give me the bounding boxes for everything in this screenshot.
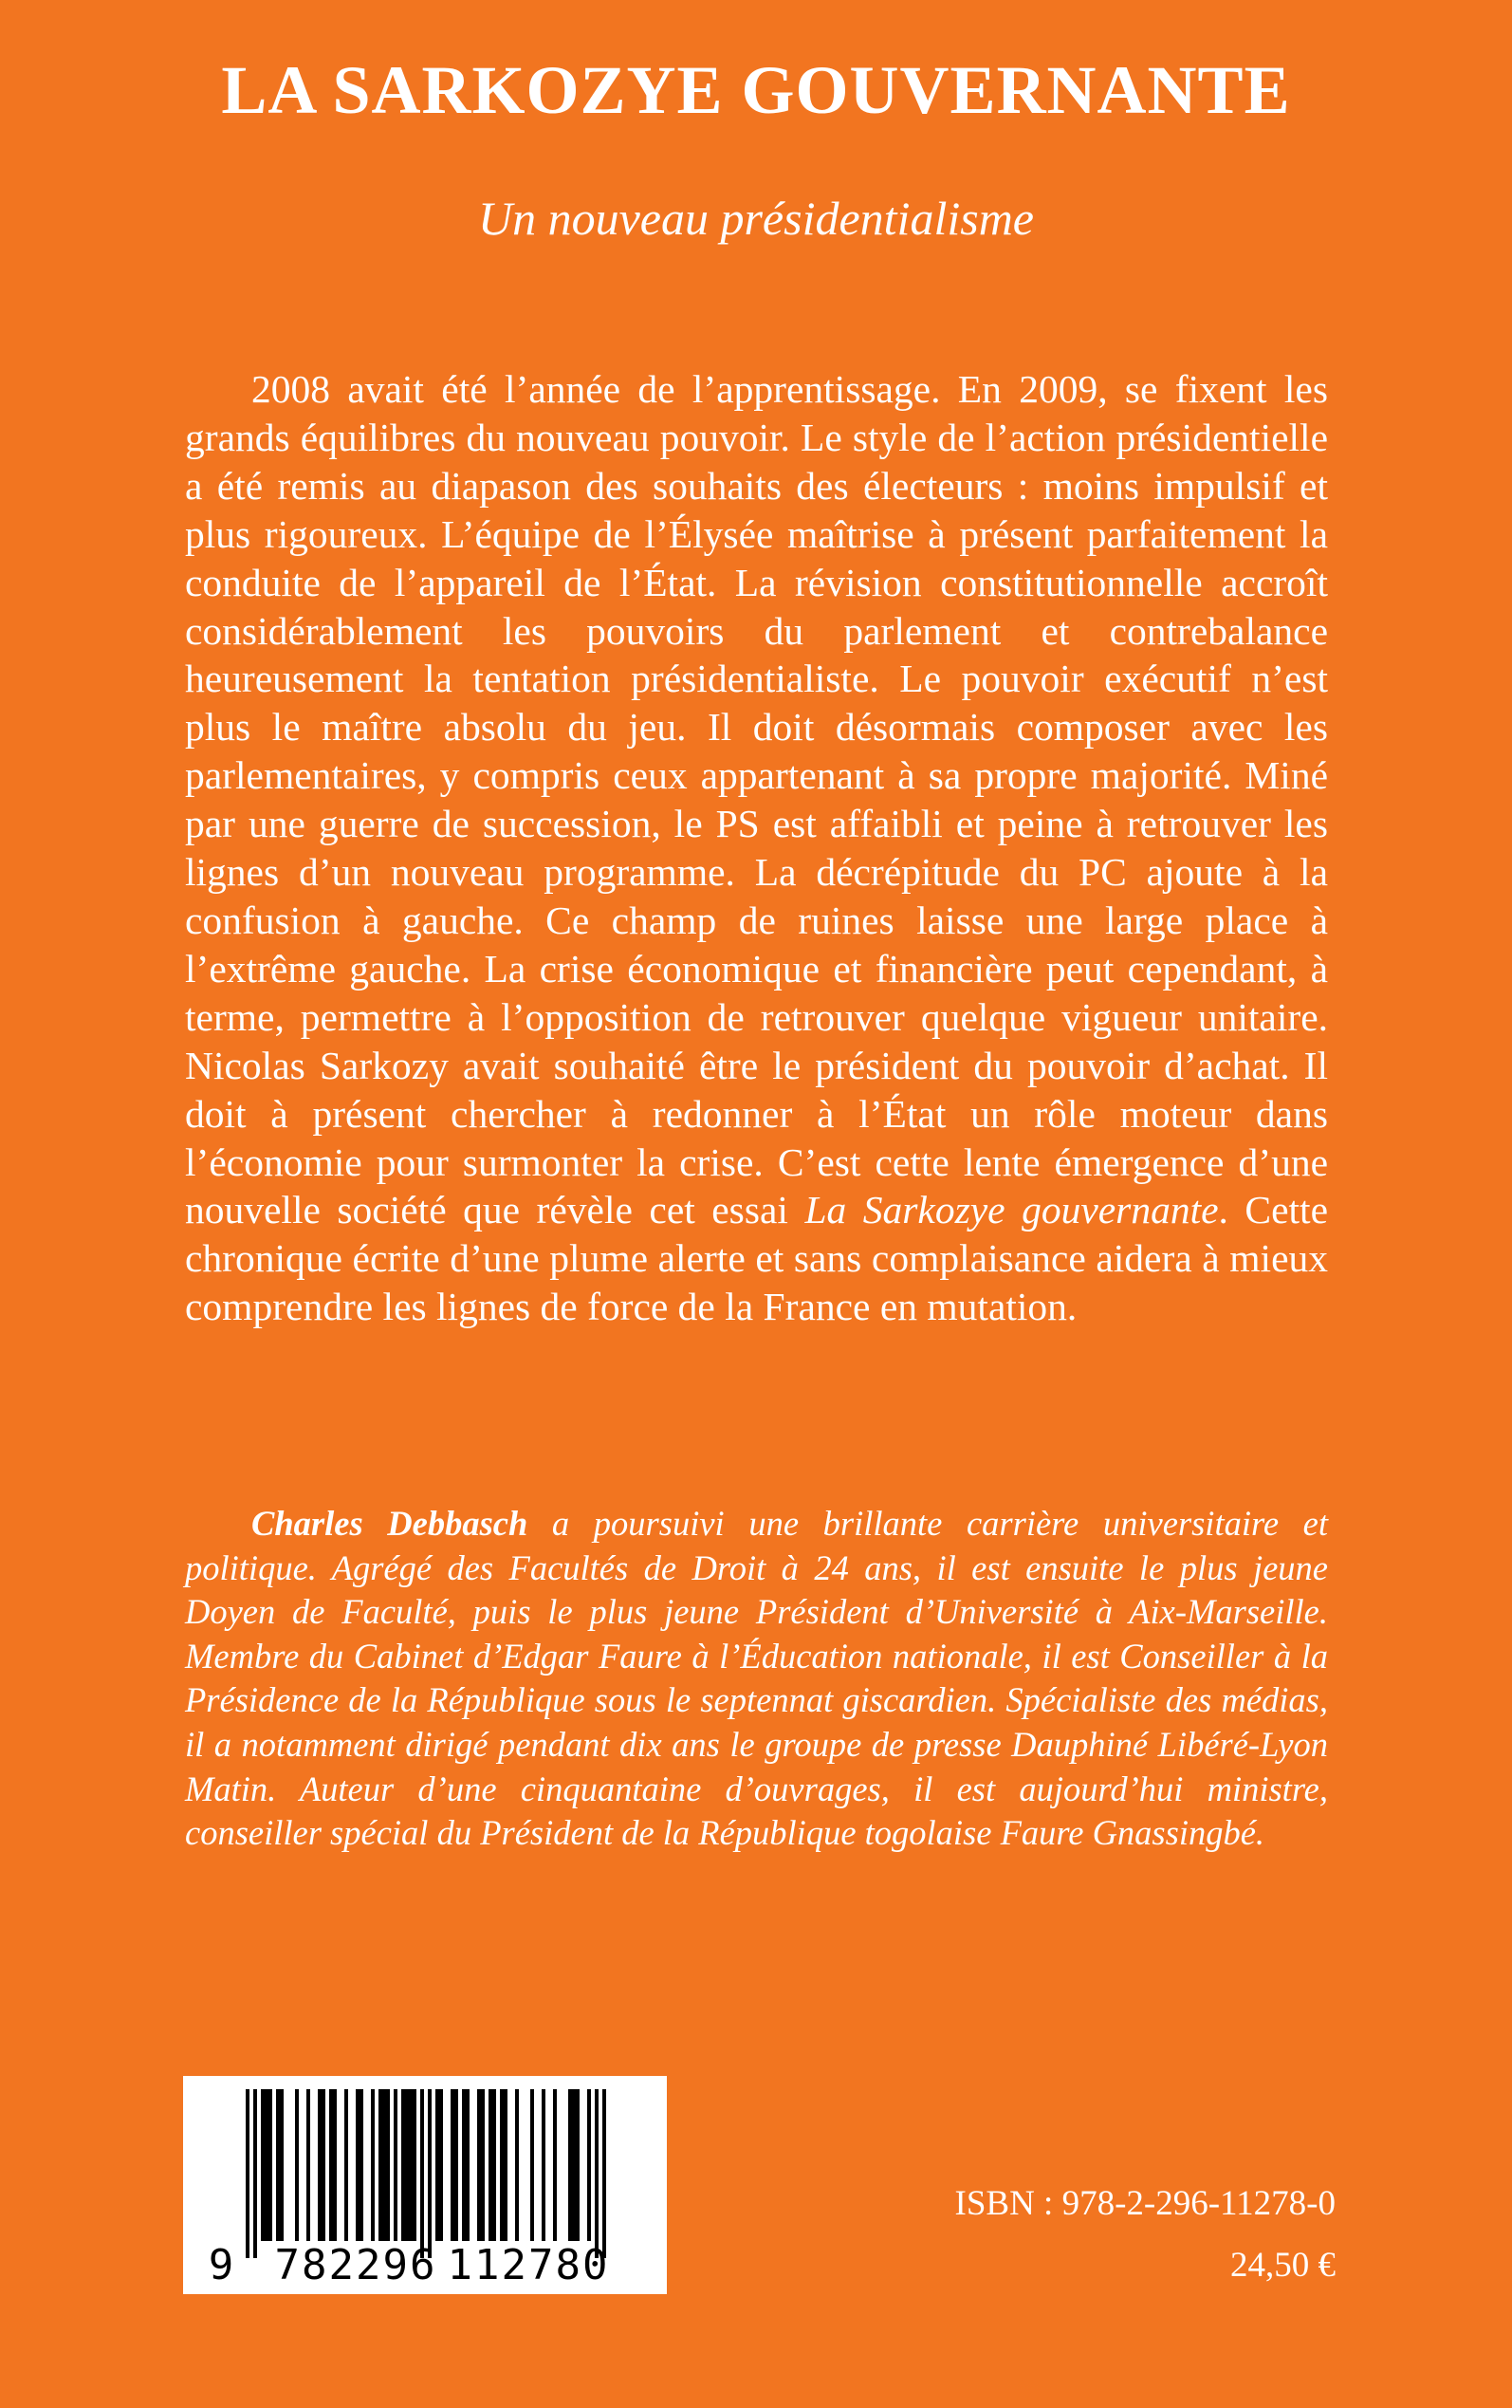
barcode-bar [553,2089,557,2241]
barcode-bar [344,2089,348,2241]
barcode-bar [439,2089,443,2241]
barcode-bar [261,2089,265,2241]
barcode-bar [322,2089,325,2241]
barcode-bar [454,2089,458,2241]
barcode-bar [394,2089,397,2241]
barcode-guard-bar [246,2089,249,2258]
barcode-bar [451,2089,454,2241]
author-bio-text: a poursuivi une brillante carrière universitaire et politique. Agrégé des Facultés de Droit à 24 ans, il est ensuite le plus jeune Doyen de Faculté, puis le plus jeune Président d’Université à Aix-Marseille. Membre du Cabinet d’Edgar Faure à l’Éducation nationale, il est Conseiller à la Présidence de la République sous le septennat giscardien. Spécialiste des médias, il a notamment dirigé pendant dix ans le groupe de presse Dauphiné Libéré-Lyon Matin. Auteur d’une cinquantaine d’ouvrages, il est aujourd’hui ministre, conseiller spécial du Président de la République togolaise Faure Gnassingbé. [185,1504,1328,1853]
barcode-bar [576,2089,580,2241]
barcode-bar [356,2089,360,2241]
barcode-right-digits: 112780 [447,2241,610,2289]
barcode-bar [280,2089,284,2241]
barcode-bar [477,2089,481,2241]
isbn: ISBN : 978-2-296-11278-0 [954,2184,1336,2223]
book-title: LA SARKOZYE GOUVERNANTE [221,52,1291,128]
barcode-bar [276,2089,280,2241]
barcode-bar [401,2089,405,2241]
barcode-bar [405,2089,409,2241]
barcode-bar [466,2089,470,2241]
price: 24,50 € [1230,2246,1336,2285]
barcode-bar [386,2089,390,2241]
barcode-guard-bar [595,2089,599,2258]
author-bio [185,1502,1328,1856]
author-name: Charles Debbasch [251,1504,528,1543]
barcode-bar [500,2089,504,2241]
barcode-bar [382,2089,386,2241]
barcode-lead-digit: 9 [208,2241,234,2289]
barcode-bar [295,2089,299,2241]
barcode-bar [462,2089,466,2241]
barcode-bar [409,2089,413,2241]
barcode-bar [413,2089,416,2241]
barcode-bar [481,2089,485,2241]
barcode-bar [504,2089,507,2241]
barcode-bar [306,2089,310,2241]
barcode-bar [318,2089,322,2241]
barcode-guard-bar [420,2089,424,2258]
barcode-bar [572,2089,576,2241]
book-summary [185,365,1328,1331]
barcode-bar [371,2089,375,2241]
barcode-graphic [183,2076,667,2294]
barcode-bars [246,2089,606,2258]
barcode-left-digits: 782296 [274,2241,437,2289]
barcode-bar [568,2089,572,2241]
barcode-bar [492,2089,496,2241]
summary-book-title: La Sarkozye gouvernante [804,1188,1219,1232]
barcode-bar [360,2089,363,2241]
book-subtitle: Un nouveau présidentialisme [477,192,1034,245]
barcode-bar [542,2089,545,2241]
barcode-guard-bar [253,2089,257,2258]
summary-text-before-title: 2008 avait été l’année de l’apprentissage. En 2009, se fixent les grands équilibres du nouveau pouvoir. Le style de l’action présidentielle a été remis au diapason des souhaits des électeurs : moins impulsif et plus rigoureux. L’équipe de l’Élysée maîtrise à présent parfaitement la conduite de l’appareil de l’État. La révision constitutionnelle accroît considérablement les pouvoirs du parlement et contrebalance heureusement la tentation présidentialiste. Le pouvoir exécutif n’est plus le maître absolu du jeu. Il doit désormais composer avec les parlementaires, y compris ceux appartenant à sa propre majorité. Miné par une guerre de succession, le PS est affaibli et peine à retrouver les lignes d’un nouveau programme. La décrépitude du PC ajoute à la confusion à gauche. Ce champ de ruines laisse une large place à l’extrême gauche. La crise économique et financière peut cependant, à terme, permettre à l’opposition de retrouver quelque vigueur unitaire. Nicolas Sarkozy avait souhaité être le président du pouvoir d’achat. Il doit à présent chercher à redonner à l’État un rôle moteur dans l’économie pour surmonter la crise. C’est cette lente émergence d’une nouvelle société que révèle cet essai [185,367,1328,1232]
barcode-bar [268,2089,272,2241]
barcode-bar [587,2089,591,2241]
barcode-bar [333,2089,337,2241]
barcode-bar [329,2089,333,2241]
barcode-bar [530,2089,534,2241]
barcode-guard-bar [602,2089,606,2258]
barcode-bar [435,2089,439,2241]
barcode-bar [265,2089,268,2241]
barcode-bar [515,2089,519,2241]
barcode-guard-bar [428,2089,432,2258]
barcode-bar [489,2089,492,2241]
summary-text-after-title: . Cette chronique écrite d’une plume alerte et sans complaisance aidera à mieux comprendre les lignes de force de la France en mutation. [185,1188,1328,1329]
barcode-bar [378,2089,382,2241]
barcode [183,2076,667,2294]
